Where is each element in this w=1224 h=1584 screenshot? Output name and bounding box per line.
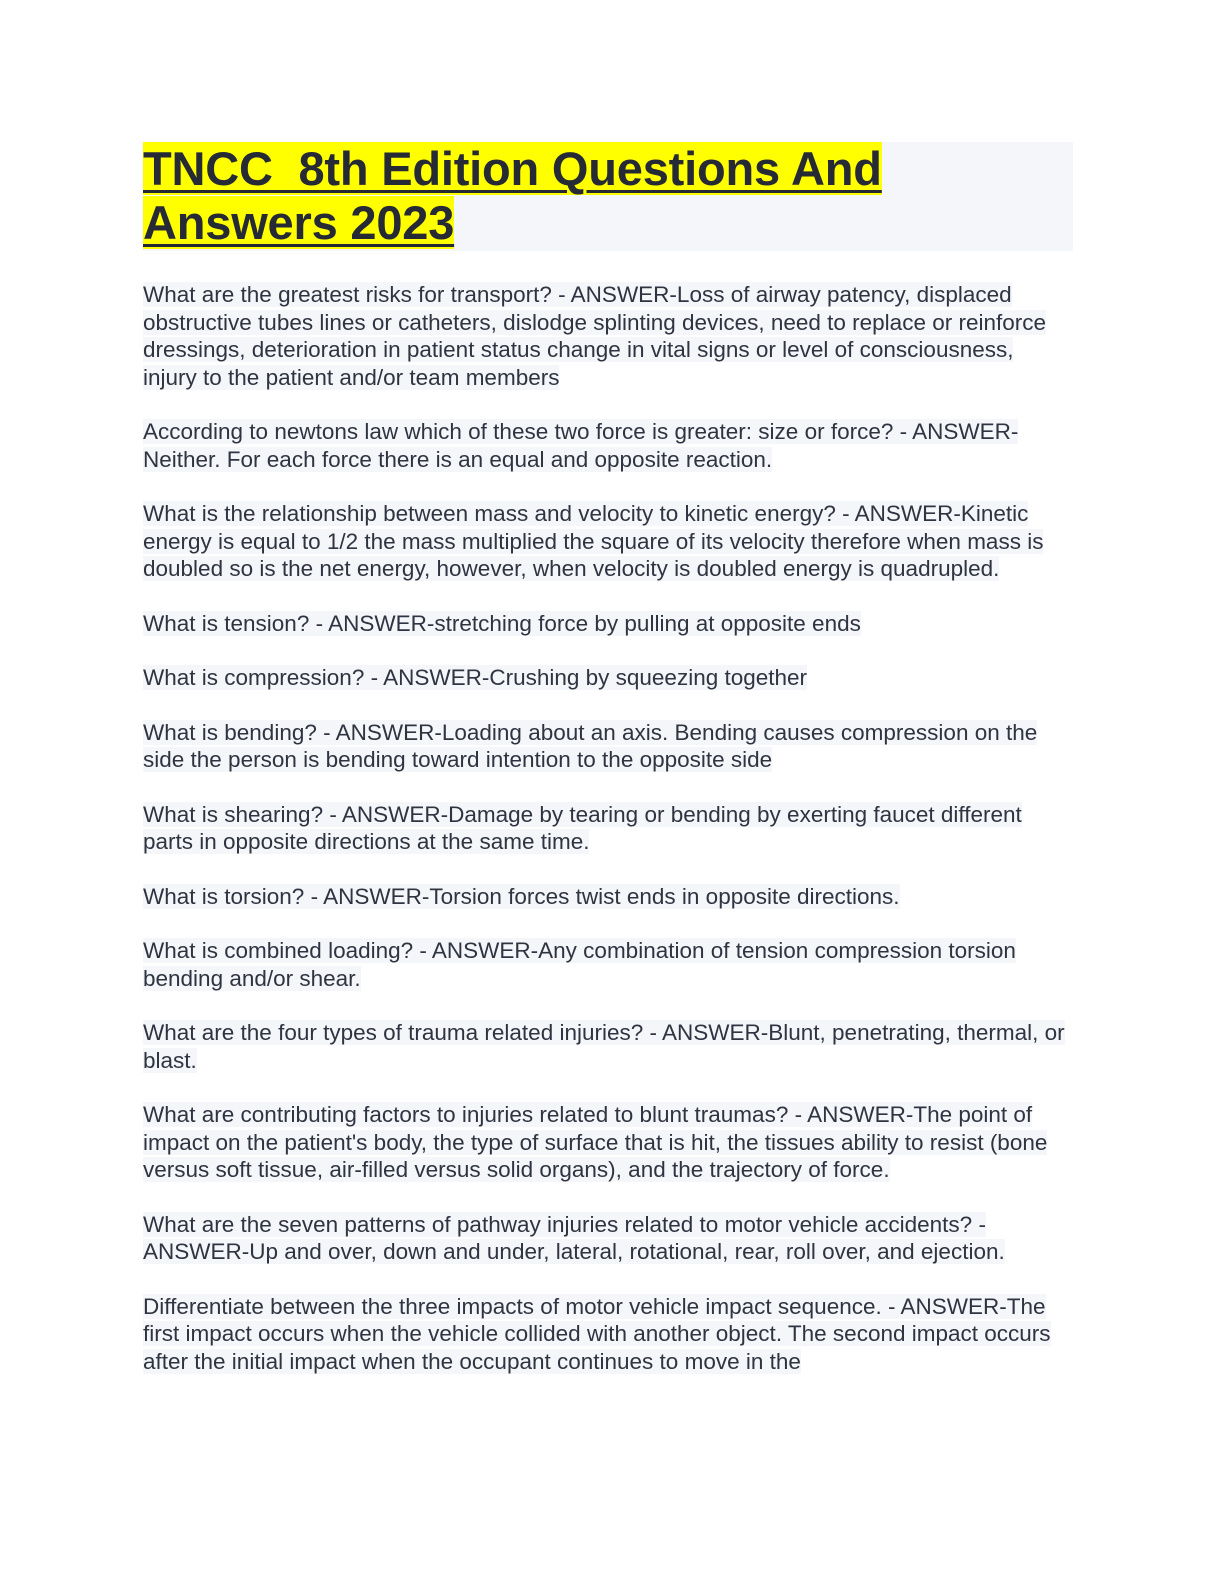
qa-item-10: What are the four types of trauma related injuries? - ANSWER-Blunt, penetrating, thermal, or blast. (143, 1020, 1065, 1073)
qa-item-8: What is torsion? - ANSWER-Torsion forces twist ends in opposite directions. (143, 883, 900, 909)
qa-item-3: What is the relationship between mass and velocity to kinetic energy? - ANSWER-Kinetic energy is equal to 1/2 the mass multiplied the square of its velocity therefore when mass is doubled so is the net energy, however, when velocity is doubled energy is quadrupled. (143, 501, 1044, 581)
title-line-2: Answers 2023 (143, 196, 455, 249)
qa-item-6: What is bending? - ANSWER-Loading about an axis. Bending causes compression on the side the person is bending toward intention to the opposite side (143, 719, 1038, 772)
document-page (143, 142, 1073, 1402)
qa-item-9: What is combined loading? - ANSWER-Any combination of tension compression torsion bending and/or shear. (143, 938, 1016, 991)
qa-item-11: What are contributing factors to injuries related to blunt traumas? - ANSWER-The point of impact on the patient's body, the type of surface that is hit, the tissues ability to resist (bone versus soft tissue, air-filled versus solid organs), and the trajectory of force. (143, 1102, 1048, 1182)
qa-item-7: What is shearing? - ANSWER-Damage by tearing or bending by exerting faucet different parts in opposite directions at the same time. (143, 801, 1022, 854)
qa-item-2: According to newtons law which of these two force is greater: size or force? - ANSWER-Neither. For each force there is an equal and opposite reaction. (143, 419, 1019, 472)
qa-item-5: What is compression? - ANSWER-Crushing by squeezing together (143, 665, 808, 690)
title-block (143, 142, 1073, 251)
qa-item-13: Differentiate between the three impacts of motor vehicle impact sequence. - ANSWER-The first impact occurs when the vehicle collided with another object. The second impact occurs after the initial impact when the occupant continues to move in the (143, 1293, 1051, 1374)
qa-item-1: What are the greatest risks for transport? - ANSWER-Loss of airway patency, displaced obstructive tubes lines or catheters, dislodge splinting devices, need to replace or reinforce dressings, deterioration in patient status change in vital signs or level of consciousness, injury to the patient and/or team members (143, 282, 1046, 390)
qa-item-12: What are the seven patterns of pathway injuries related to motor vehicle accidents? - ANSWER-Up and over, down and under, lateral, rotational, rear, roll over, and ejection. (143, 1211, 1005, 1264)
qa-item-4: What is tension? - ANSWER-stretching force by pulling at opposite ends (143, 610, 861, 636)
title-line-1: TNCC 8th Edition Questions And (143, 142, 882, 195)
document-title (143, 142, 1073, 250)
